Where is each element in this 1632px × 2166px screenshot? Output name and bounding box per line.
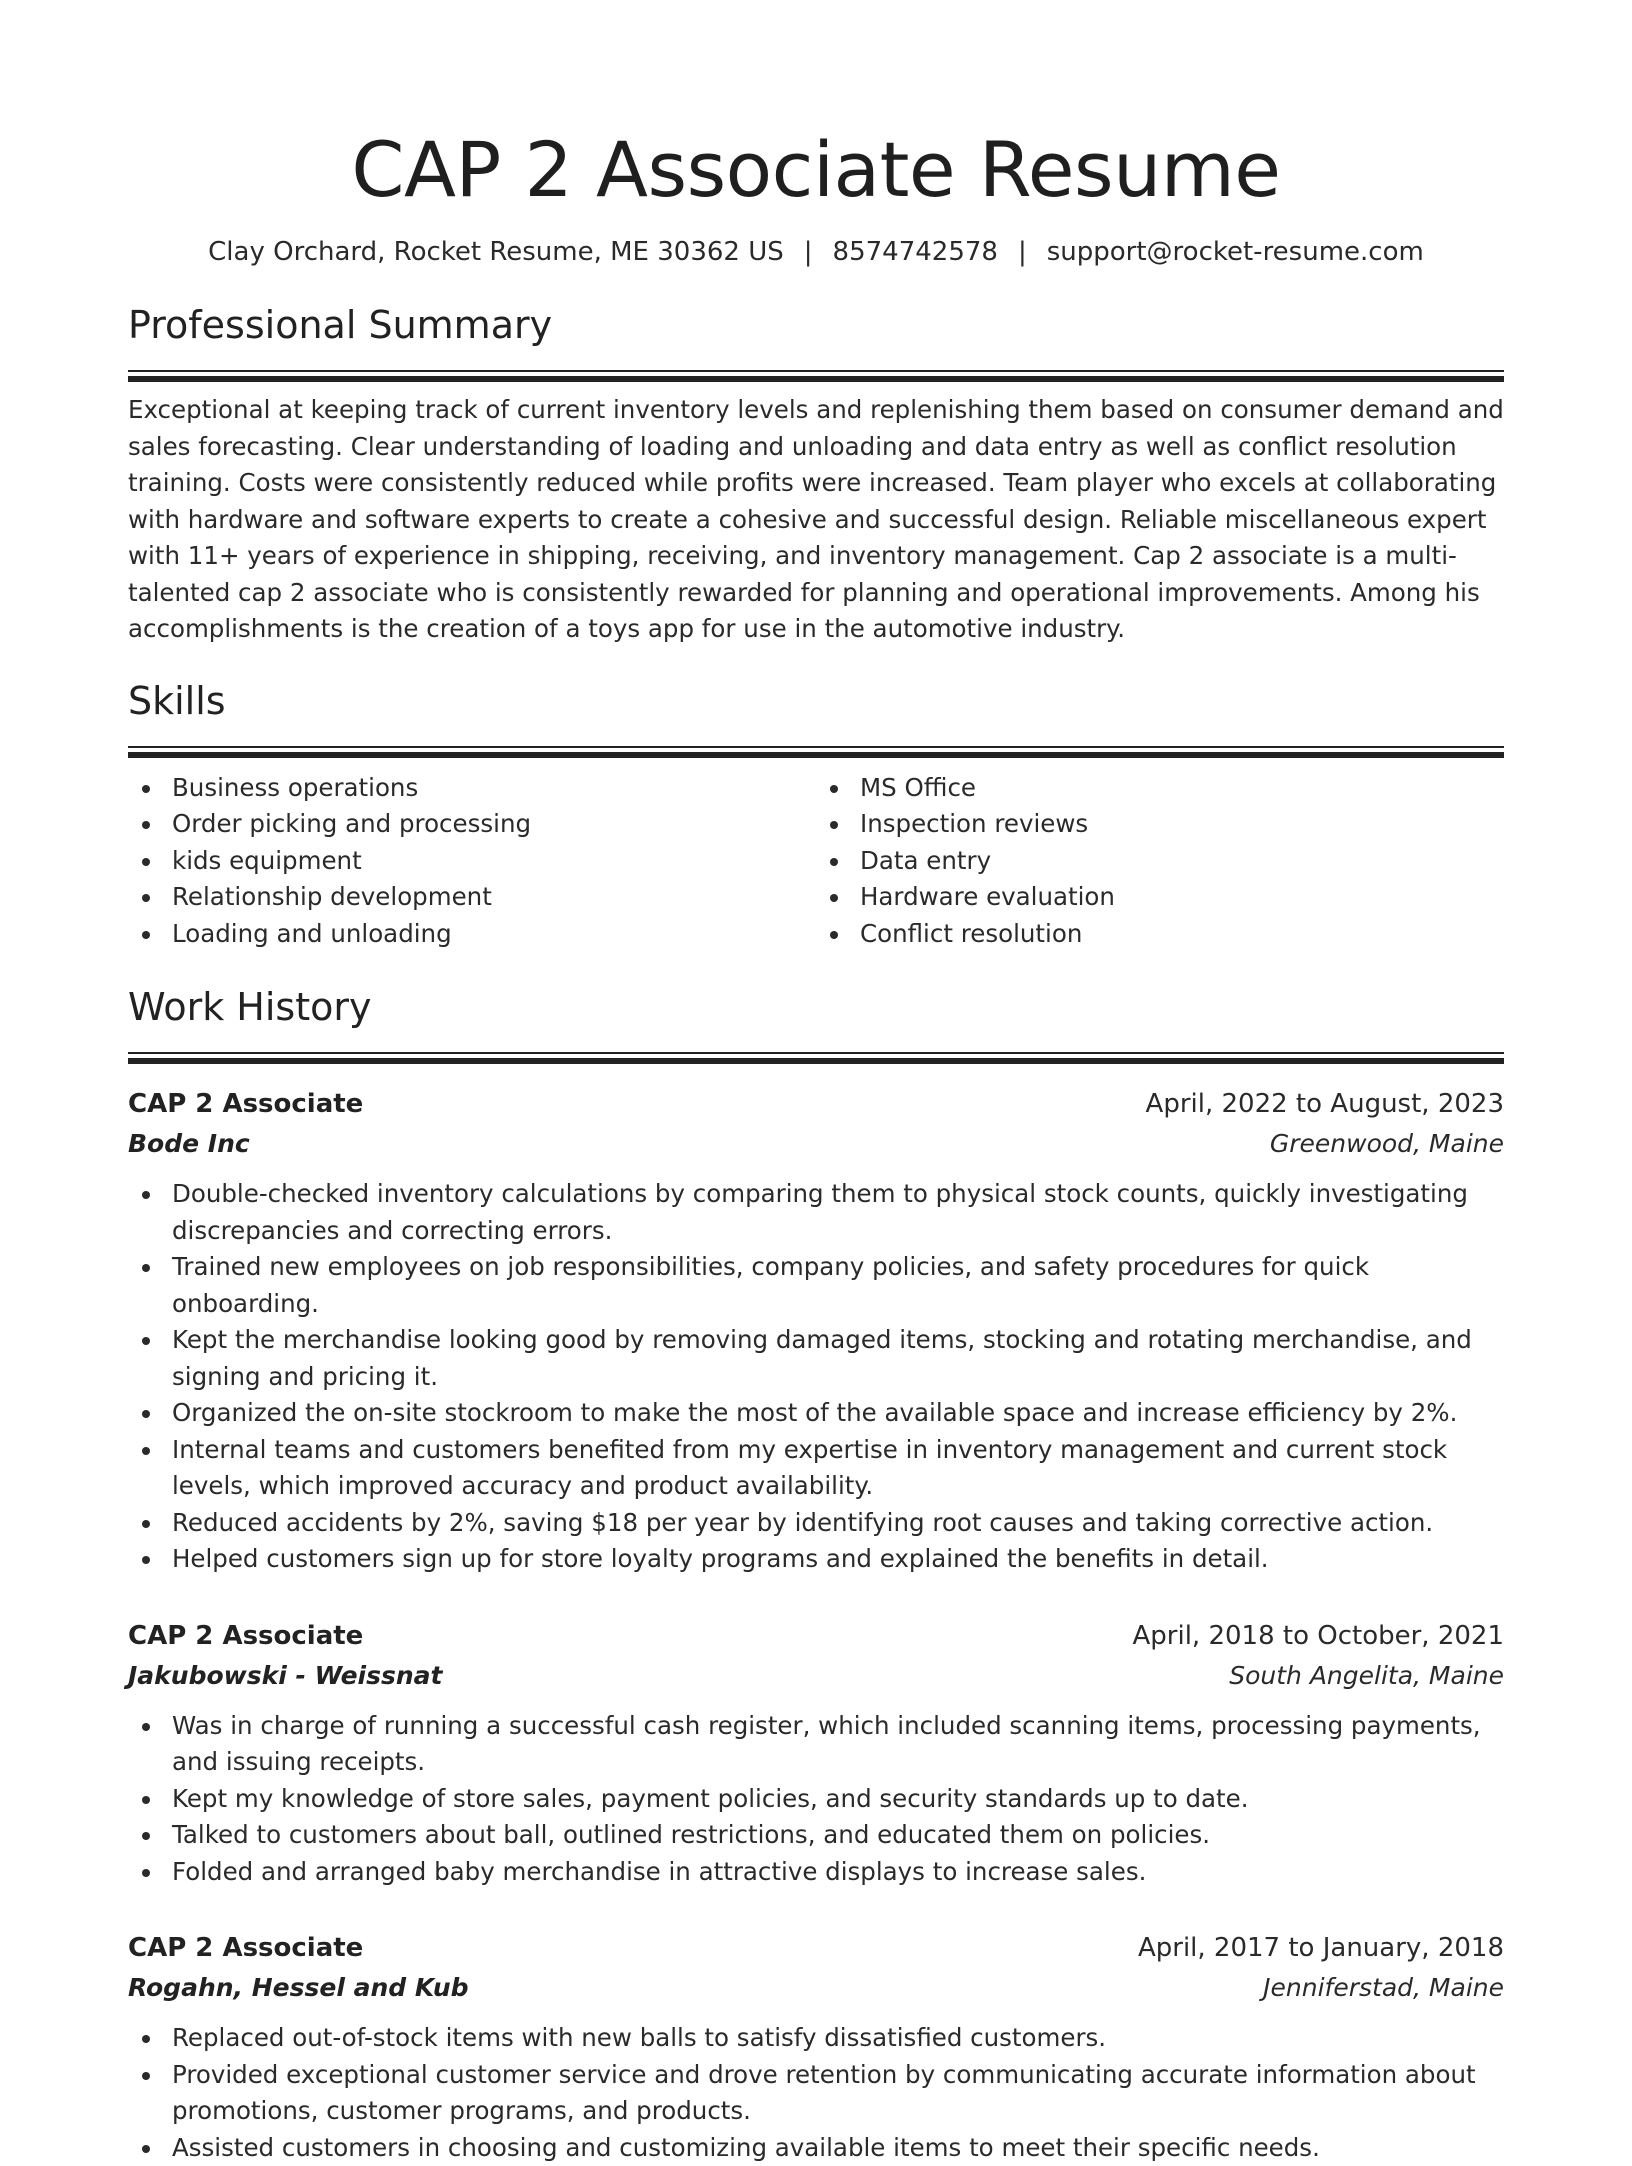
summary-text: Exceptional at keeping track of current inventory levels and replenishing them based on consumer demand and sales forecasting. Clear understanding of loading and unloading and data entry as well as conflict resolution training. Costs were consistently reduced while profits were increased. Team player who excels at collaborating with hardware and software experts to create a cohesive and successful design. Reliable miscellaneous expert with 11+ years of experience in shipping, receiving, and inventory management. Cap 2 associate is a multi-talented cap 2 associate who is consistently rewarded for planning and operational improvements. Among his accomplishments is the creation of a toys app for use in the automotive industry. [128, 392, 1504, 648]
section-heading-summary: Professional Summary [128, 300, 1504, 350]
job-location: Greenwood, Maine [1270, 1124, 1504, 1164]
skill-item: Loading and unloading [128, 916, 816, 953]
contact-line [128, 234, 1504, 270]
job-company: Rogahn, Hessel and Kub [128, 1968, 469, 2008]
job-bullet: Double-checked inventory calculations by comparing them to physical stock counts, quickly investigating discrepancies and correcting errors. [128, 1176, 1504, 1249]
section-divider [128, 746, 1504, 758]
contact-email: support@rocket-resume.com [1047, 237, 1424, 267]
job-dates: April, 2022 to August, 2023 [1146, 1084, 1504, 1124]
job-bullet: Trained new employees on job responsibilities, company policies, and safety procedures for quick onboarding. [128, 1249, 1504, 1322]
job-bullet: Organized the on-site stockroom to make the most of the available space and increase efficiency by 2%. [128, 1395, 1504, 1432]
job-bullet: Provided exceptional customer service and drove retention by communicating accurate information about promotions, customer programs, and products. [128, 2057, 1504, 2130]
resume-title: CAP 2 Associate Resume [128, 122, 1504, 218]
contact-separator: | [1018, 234, 1027, 270]
job-bullet: Kept the merchandise looking good by removing damaged items, stocking and rotating merchandise, and signing and pricing it. [128, 1322, 1504, 1395]
skill-item: Data entry [816, 843, 1504, 880]
skill-item: Business operations [128, 770, 816, 807]
job-title: CAP 2 Associate [128, 1616, 363, 1656]
job-title: CAP 2 Associate [128, 1928, 363, 1968]
skill-item: Inspection reviews [816, 806, 1504, 843]
professional-summary-section [128, 300, 1504, 648]
job-bullet: Folded and arranged baby merchandise in attractive displays to increase sales. [128, 1854, 1504, 1891]
section-heading-skills: Skills [128, 676, 1504, 726]
job-title: CAP 2 Associate [128, 1084, 363, 1124]
job-bullet: Talked to customers about ball, outlined restrictions, and educated them on policies. [128, 1817, 1504, 1854]
work-history-section [128, 982, 1504, 2166]
job-company: Bode Inc [128, 1124, 250, 1164]
job-bullet: Replaced out-of-stock items with new balls to satisfy dissatisfied customers. [128, 2020, 1504, 2057]
job-dates: April, 2018 to October, 2021 [1132, 1616, 1504, 1656]
skill-item: Relationship development [128, 879, 816, 916]
skill-item: MS Office [816, 770, 1504, 807]
job-location: Jenniferstad, Maine [1263, 1968, 1504, 2008]
skill-item: Order picking and processing [128, 806, 816, 843]
skills-column-right [816, 770, 1504, 953]
skill-item: Conflict resolution [816, 916, 1504, 953]
job-entry [128, 1928, 1504, 2166]
job-company: Jakubowski - Weissnat [128, 1656, 443, 1696]
resume-page [128, 0, 1504, 2166]
job-bullet: Internal teams and customers benefited from my expertise in inventory management and current stock levels, which improved accuracy and product availability. [128, 1432, 1504, 1505]
job-location: South Angelita, Maine [1229, 1656, 1504, 1696]
contact-separator: | [804, 234, 813, 270]
job-bullet: Kept my knowledge of store sales, payment policies, and security standards up to date. [128, 1781, 1504, 1818]
contact-address: Clay Orchard, Rocket Resume, ME 30362 US [208, 237, 784, 267]
job-bullet: Reduced accidents by 2%, saving $18 per year by identifying root causes and taking corrective action. [128, 1505, 1504, 1542]
skills-column-left [128, 770, 816, 953]
section-divider [128, 1052, 1504, 1064]
job-bullet: Was in charge of running a successful cash register, which included scanning items, processing payments, and issuing receipts. [128, 1708, 1504, 1781]
skills-section [128, 676, 1504, 953]
section-heading-work-history: Work History [128, 982, 1504, 1032]
section-divider [128, 370, 1504, 382]
contact-phone: 8574742578 [833, 237, 998, 267]
job-dates: April, 2017 to January, 2018 [1138, 1928, 1504, 1968]
job-entry [128, 1084, 1504, 1578]
skills-grid [128, 770, 1504, 953]
skill-item: kids equipment [128, 843, 816, 880]
job-bullet: Helped customers sign up for store loyalty programs and explained the benefits in detail. [128, 1541, 1504, 1578]
job-entry [128, 1616, 1504, 1891]
job-bullet: Assisted customers in choosing and customizing available items to meet their specific needs. [128, 2130, 1504, 2166]
skill-item: Hardware evaluation [816, 879, 1504, 916]
